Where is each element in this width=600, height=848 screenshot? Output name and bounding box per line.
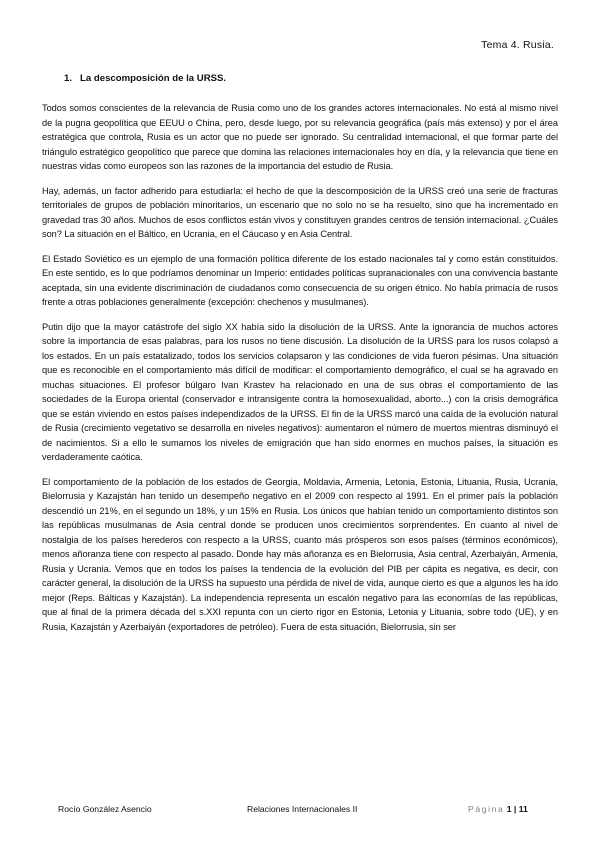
page-number	[468, 804, 528, 814]
paragraph: Putin dijo que la mayor catástrofe del siglo XX había sido la disolución de la URSS. Ante la ignorancia de muchos actores sobre la importancia de esas palabras, para los rusos no tiene discusión. La disolución de la URSS para los rusos colapsó a los estados. En un país estatalizado, todos los servicios colapsaron y las condiciones de vida fueron pésimas. Una situación que es reconocible en el comportamiento más difícil de modificar: el comportamiento demográfico, el cual se ha agravado en muchas situaciones. El profesor búlgaro Ivan Krastev ha relacionado en una de sus obras el comportamiento de las sociedades de la Europa oriental (conservador e intransigente contra la homosexualidad, aborto...) con la crisis demográfica que se están viviendo en estos países independizados de la URSS. El fin de la URSS marcó una caída de la evolución natural de Rusia (crecimiento vegetativo se desarrolla en niveles negativos): aumentaron el número de muertos mientras disminuyó el de nacimientos. Si a ello le sumamos los niveles de emigración que han sido enormes en muchos países, la situación es verdaderamente caótica.	[42, 321, 558, 462]
page-separator: |	[513, 804, 517, 814]
body-text	[42, 101, 558, 644]
footer-course: Relaciones Internacionales II	[247, 804, 358, 814]
paragraph: El comportamiento de la población de los estados de Georgia, Moldavia, Armenia, Letonia, Estonia, Lituania, Rusia, Ucrania, Bielorrusia y Kazajstán han tenido un desempeño negativo en el 2009 con respecto al 1991. En el primer país la población descendió un 21%, en el segundo un 18%, y un 15% en Rusia. Los únicos que habían tenido un comportamiento distintos son las repúblicas musulmanas de Asia central donde se producen unos crecimientos sorprendentes. En cuanto al nivel de nostalgia de los países herederos con respecto a la URSS, cuanto más prósperos son esos países (términos económicos), menos añoranza tiene con respecto al pasado. Donde hay más añoranza es en Bielorrusia, Asia central, Azerbaiyán, Armenia, Rusia y Ucrania. Vemos que en todos los países la tendencia de la evolución del PIB per cápita es negativa, es decir, con carácter general, la disolución de la URSS ha supuesto una pérdida de nivel de vida, aunque cierto es que a algunos les ha ido mejor (Reps. Bálticas y Kazajstán). La independencia representa un escalón negativo para las economías de las repúblicas, que al final de la primera década del s.XXI repunta con un cierto rigor en Estonia, Letonia y Lituania, sobre todo (UE), y en Rusia, Kazajstán y Azerbaiyán (exportadores de petróleo). Fuera de esta situación, Bielorrusia, sin ser	[42, 476, 558, 632]
page-total: 11	[518, 804, 528, 814]
section-heading	[64, 73, 226, 84]
page-current: 1	[506, 804, 512, 814]
page-label: Página	[468, 804, 505, 814]
section-title: La descomposición de la URSS.	[80, 73, 227, 84]
section-number: 1.	[64, 73, 73, 84]
paragraph: El Estado Soviético es un ejemplo de una formación política diferente de los estado nacionales tal y como están constituidos. En este sentido, es lo que podríamos denominar un Imperio: entidades políticas supranacionales con una convivencia bastante aceptada, sin una evidente discriminación de ciudadanos como consecuencia de su origen étnico. No había primacía de rusos frente a otras poblaciones generalmente (excepción: chechenos y musulmanes).	[42, 253, 558, 307]
paragraph: Todos somos conscientes de la relevancia de Rusia como uno de los grandes actores internacionales. No está al mismo nivel de la pugna geopolítica que EEUU o China, pero, desde luego, por su relevancia geográfica (país más extenso) y por el área estratégica que controla, Rusia es un actor que no puede ser ignorado. Su centralidad internacional, el que formar parte del triángulo estratégico geopolítico que parece que domina las relaciones internacionales hoy en día, y la relevancia que tiene en nuestras vidas como europeos son las razones de la importancia del estudio de Rusia.	[42, 103, 558, 171]
paragraph: Hay, además, un factor adherido para estudiarla: el hecho de que la descomposición de la URSS creó una serie de fracturas territoriales de grupos de población minoritarios, un escenario que no solo no se ha resuelto, sino que ha incrementado en gravedad tras 30 años. Muchos de esos conflictos están vivos y constituyen grandes centros de tensión internacional. ¿Cuáles son? La situación en el Báltico, en Ucrania, en el Cáucaso y en Asia Central.	[42, 185, 558, 239]
header-title: Tema 4. Rusia.	[481, 39, 554, 51]
footer-author: Rocío González Asencio	[58, 804, 152, 814]
